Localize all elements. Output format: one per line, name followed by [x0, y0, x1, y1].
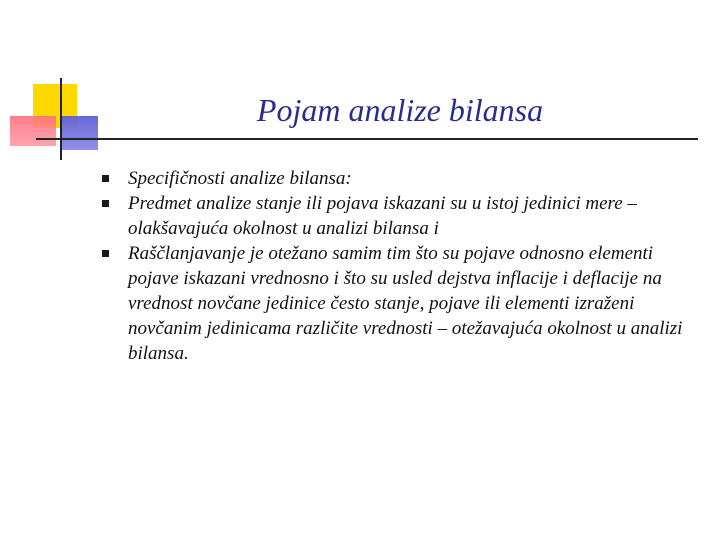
title-underline — [36, 138, 698, 140]
bullet-text: Raščlanjavanje je otežano samim tim što su pojave odnosno elementi pojave iskazani vrednosno i što su usled dejstva inflacije i deflacije na vrednost novčane jedinice često stanje, pojave ili elementi izraženi novčanim jedinicama različite vrednosti – otežavajuća okolnost u analizi bilansa. — [128, 243, 683, 364]
bullet-text: Specifičnosti analize bilansa: — [128, 168, 352, 189]
list-item — [96, 191, 706, 241]
bullet-text: Predmet analize stanje ili pojava iskazani su u istoj jedinici mere – olakšavajuća okolnost u analizi bilansa i — [128, 193, 637, 239]
square-bullet-icon — [102, 175, 109, 182]
list-item — [96, 166, 706, 191]
bullet-list — [96, 166, 706, 366]
square-bullet-icon — [102, 200, 109, 207]
slide-title: Pojam analize bilansa — [256, 92, 544, 128]
list-item — [96, 241, 706, 366]
square-bullet-icon — [102, 250, 109, 257]
